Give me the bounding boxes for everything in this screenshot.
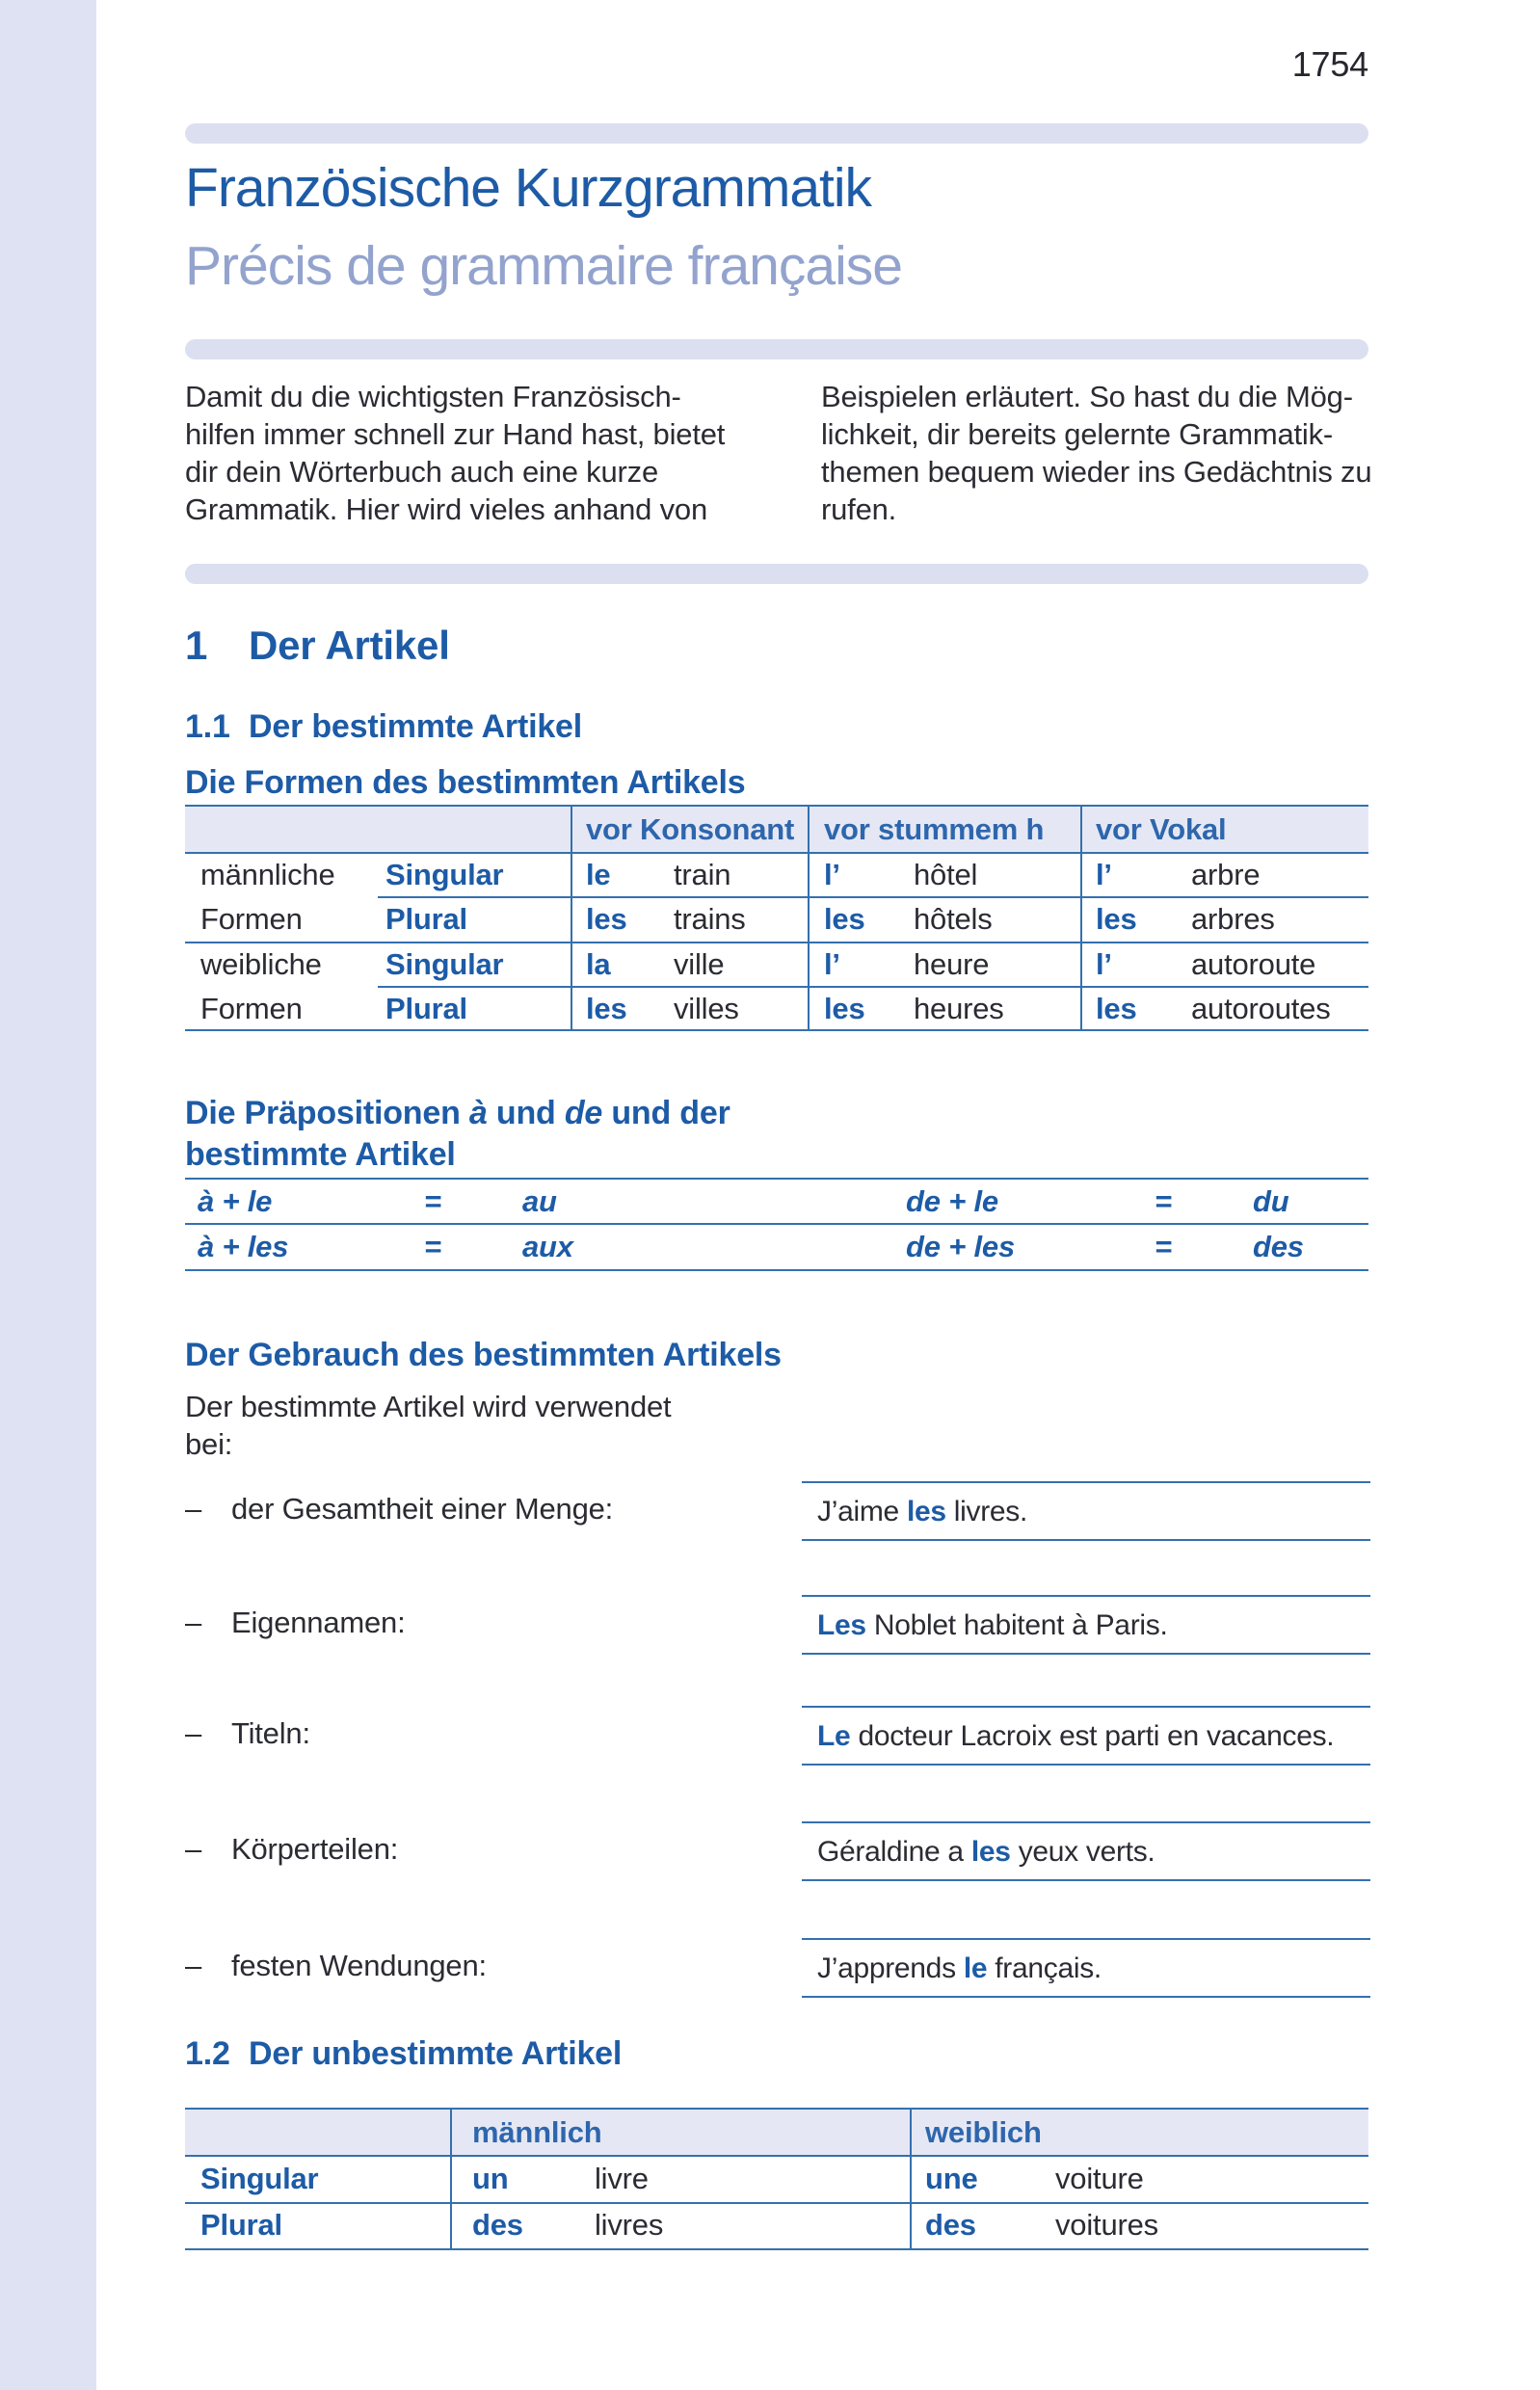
article: les xyxy=(1096,902,1137,936)
contraction-row xyxy=(185,1180,1368,1223)
example-text: Géraldine a xyxy=(817,1836,971,1868)
example-article: les xyxy=(906,1496,946,1527)
article: l’ xyxy=(824,858,840,891)
example-article: les xyxy=(970,1836,1011,1868)
subsection-title: Der unbestimmte Artikel xyxy=(249,2035,623,2072)
table-definite-articles xyxy=(185,805,1368,1031)
noun: hôtel xyxy=(914,858,978,891)
example-text: docteur Lacroix est parti en vacances. xyxy=(850,1720,1335,1752)
example-box xyxy=(802,1706,1370,1766)
noun: trains xyxy=(674,902,746,936)
intro-line: Grammatik. Hier wird vieles anhand von xyxy=(185,492,707,526)
heading-text: Die Präpositionen xyxy=(185,1095,469,1131)
row-group-label: Formen xyxy=(200,902,303,936)
noun: livres xyxy=(595,2208,664,2242)
example-text: Noblet habitent à Paris. xyxy=(865,1609,1168,1641)
example-box xyxy=(802,1481,1370,1541)
article: les xyxy=(1096,992,1137,1025)
page-number: 1754 xyxy=(1291,44,1368,84)
article: l’ xyxy=(1096,947,1112,981)
intro-line: Damit du die wichtigsten Französisch- xyxy=(185,380,681,413)
example-text: yeux verts. xyxy=(1010,1836,1155,1868)
contraction-left: de + les xyxy=(906,1230,1016,1263)
example-article: Les xyxy=(817,1609,866,1641)
column-header: vor Vokal xyxy=(1096,812,1227,846)
table-header-row xyxy=(185,2110,1368,2155)
heading-italic: à xyxy=(468,1095,488,1131)
article: une xyxy=(925,2162,978,2195)
table-row xyxy=(185,943,1368,986)
article: les xyxy=(586,902,627,936)
contraction-result: du xyxy=(1253,1184,1289,1218)
noun: arbre xyxy=(1191,858,1261,891)
table-rule xyxy=(185,1029,1368,1031)
column-header: vor Konsonant xyxy=(586,812,795,846)
article: un xyxy=(472,2162,509,2195)
column-header: weiblich xyxy=(925,2115,1042,2149)
contraction-left: de + le xyxy=(906,1184,998,1218)
contraction-result: au xyxy=(522,1184,557,1218)
row-number-label: Singular xyxy=(385,947,504,981)
article: l’ xyxy=(1096,858,1112,891)
prepositions-heading-line2: bestimmte Artikel xyxy=(185,1136,456,1173)
row-number-label: Singular xyxy=(385,858,504,891)
table-row xyxy=(185,988,1368,1029)
table-row xyxy=(185,2157,1368,2200)
noun: hôtels xyxy=(914,902,993,936)
page-margin-sidebar xyxy=(0,0,96,2390)
section-heading-1 xyxy=(185,623,450,669)
noun: arbres xyxy=(1191,902,1275,936)
noun: heure xyxy=(914,947,990,981)
intro-line: Beispielen erläutert. So hast du die Mög- xyxy=(821,380,1353,413)
bullet-label: der Gesamtheit einer Menge: xyxy=(231,1492,614,1526)
article: les xyxy=(586,992,627,1025)
noun: livre xyxy=(595,2162,649,2195)
article: des xyxy=(925,2208,976,2242)
article: des xyxy=(472,2208,523,2242)
intro-left-column xyxy=(185,378,802,528)
noun: heures xyxy=(914,992,1004,1025)
usage-heading: Der Gebrauch des bestimmten Artikels xyxy=(185,1337,782,1373)
usage-intro-line: Der bestimmte Artikel wird verwendet xyxy=(185,1390,672,1423)
contraction-result: aux xyxy=(522,1230,573,1263)
divider-bar-top xyxy=(185,123,1368,144)
example-box xyxy=(802,1821,1370,1881)
column-header: männlich xyxy=(472,2115,602,2149)
noun: villes xyxy=(674,992,739,1025)
table-row xyxy=(185,854,1368,896)
table-row xyxy=(185,898,1368,941)
section-number: 1 xyxy=(185,623,208,668)
page-title-french: Précis de grammaire française xyxy=(185,235,902,297)
divider-bar-section xyxy=(185,564,1368,584)
table-header-row xyxy=(185,807,1368,852)
row-number-label: Singular xyxy=(200,2162,319,2195)
table-row xyxy=(185,2204,1368,2246)
noun: voiture xyxy=(1055,2162,1144,2195)
contraction-result: des xyxy=(1253,1230,1304,1263)
example-box xyxy=(802,1595,1370,1655)
contraction-left: à + les xyxy=(198,1230,289,1263)
table-contractions xyxy=(185,1178,1368,1271)
example-text: J’apprends xyxy=(817,1952,964,1984)
bullet-dash: – xyxy=(185,1716,202,1750)
table-indefinite-articles xyxy=(185,2108,1368,2250)
subsection-heading-1-1 xyxy=(185,708,582,746)
bullet-label: Eigennamen: xyxy=(231,1606,406,1639)
column-header: vor stummem h xyxy=(824,812,1045,846)
noun: autoroute xyxy=(1191,947,1316,981)
contraction-left: à + le xyxy=(198,1184,273,1218)
noun: ville xyxy=(674,947,725,981)
row-group-label: weibliche xyxy=(200,947,322,981)
bullet-label: Körperteilen: xyxy=(231,1832,399,1866)
article: la xyxy=(586,947,611,981)
equals-sign: = xyxy=(1155,1184,1172,1218)
intro-line: dir dein Wörterbuch auch eine kurze xyxy=(185,455,658,489)
heading-italic: de xyxy=(564,1095,603,1131)
equals-sign: = xyxy=(1155,1230,1172,1263)
noun: autoroutes xyxy=(1191,992,1331,1025)
prepositions-heading-line1 xyxy=(185,1095,730,1132)
example-article: le xyxy=(963,1952,988,1984)
article: le xyxy=(586,858,611,891)
table-rule xyxy=(185,2248,1368,2250)
page-title-german: Französische Kurzgrammatik xyxy=(185,157,872,219)
table-rule xyxy=(185,1269,1368,1271)
subsection-title: Der bestimmte Artikel xyxy=(249,708,582,745)
intro-line: rufen. xyxy=(821,492,897,526)
contraction-row xyxy=(185,1225,1368,1269)
bullet-dash: – xyxy=(185,1492,202,1526)
section-title: Der Artikel xyxy=(249,623,450,668)
subsection-heading-1-2 xyxy=(185,2035,622,2073)
article: les xyxy=(824,902,865,936)
article: les xyxy=(824,992,865,1025)
heading-text: und der xyxy=(602,1095,730,1131)
noun: voitures xyxy=(1055,2208,1158,2242)
example-text: J’aime xyxy=(817,1496,907,1527)
usage-bullet xyxy=(185,1604,406,1641)
noun: train xyxy=(674,858,731,891)
row-group-label: männliche xyxy=(200,858,335,891)
intro-right-column xyxy=(821,378,1370,528)
equals-sign: = xyxy=(424,1230,441,1263)
heading-text: und xyxy=(487,1095,565,1131)
example-text: livres. xyxy=(945,1496,1028,1527)
row-number-label: Plural xyxy=(385,992,467,1025)
intro-line: hilfen immer schnell zur Hand hast, bietet xyxy=(185,417,726,451)
bullet-dash: – xyxy=(185,1832,202,1866)
intro-line: themen bequem wieder ins Gedächtnis zu xyxy=(821,455,1372,489)
subsection-number: 1.2 xyxy=(185,2035,230,2072)
example-text: français. xyxy=(987,1952,1102,1984)
usage-bullet xyxy=(185,1947,487,1984)
usage-bullet xyxy=(185,1490,613,1527)
bullet-label: Titeln: xyxy=(231,1716,310,1750)
row-number-label: Plural xyxy=(200,2208,282,2242)
forms-heading: Die Formen des bestimmten Artikels xyxy=(185,764,746,801)
example-box xyxy=(802,1938,1370,1998)
row-group-label: Formen xyxy=(200,992,303,1025)
subsection-number: 1.1 xyxy=(185,708,230,745)
usage-intro xyxy=(185,1388,802,1463)
example-article: Le xyxy=(817,1720,851,1752)
intro-line: lichkeit, dir bereits gelernte Grammatik- xyxy=(821,417,1334,451)
equals-sign: = xyxy=(424,1184,441,1218)
divider-bar-titles xyxy=(185,339,1368,359)
bullet-dash: – xyxy=(185,1606,202,1639)
usage-intro-line: bei: xyxy=(185,1427,233,1461)
usage-bullet xyxy=(185,1714,310,1752)
usage-bullet xyxy=(185,1830,398,1868)
article: l’ xyxy=(824,947,840,981)
row-number-label: Plural xyxy=(385,902,467,936)
bullet-label: festen Wendungen: xyxy=(231,1949,487,1982)
bullet-dash: – xyxy=(185,1949,202,1982)
